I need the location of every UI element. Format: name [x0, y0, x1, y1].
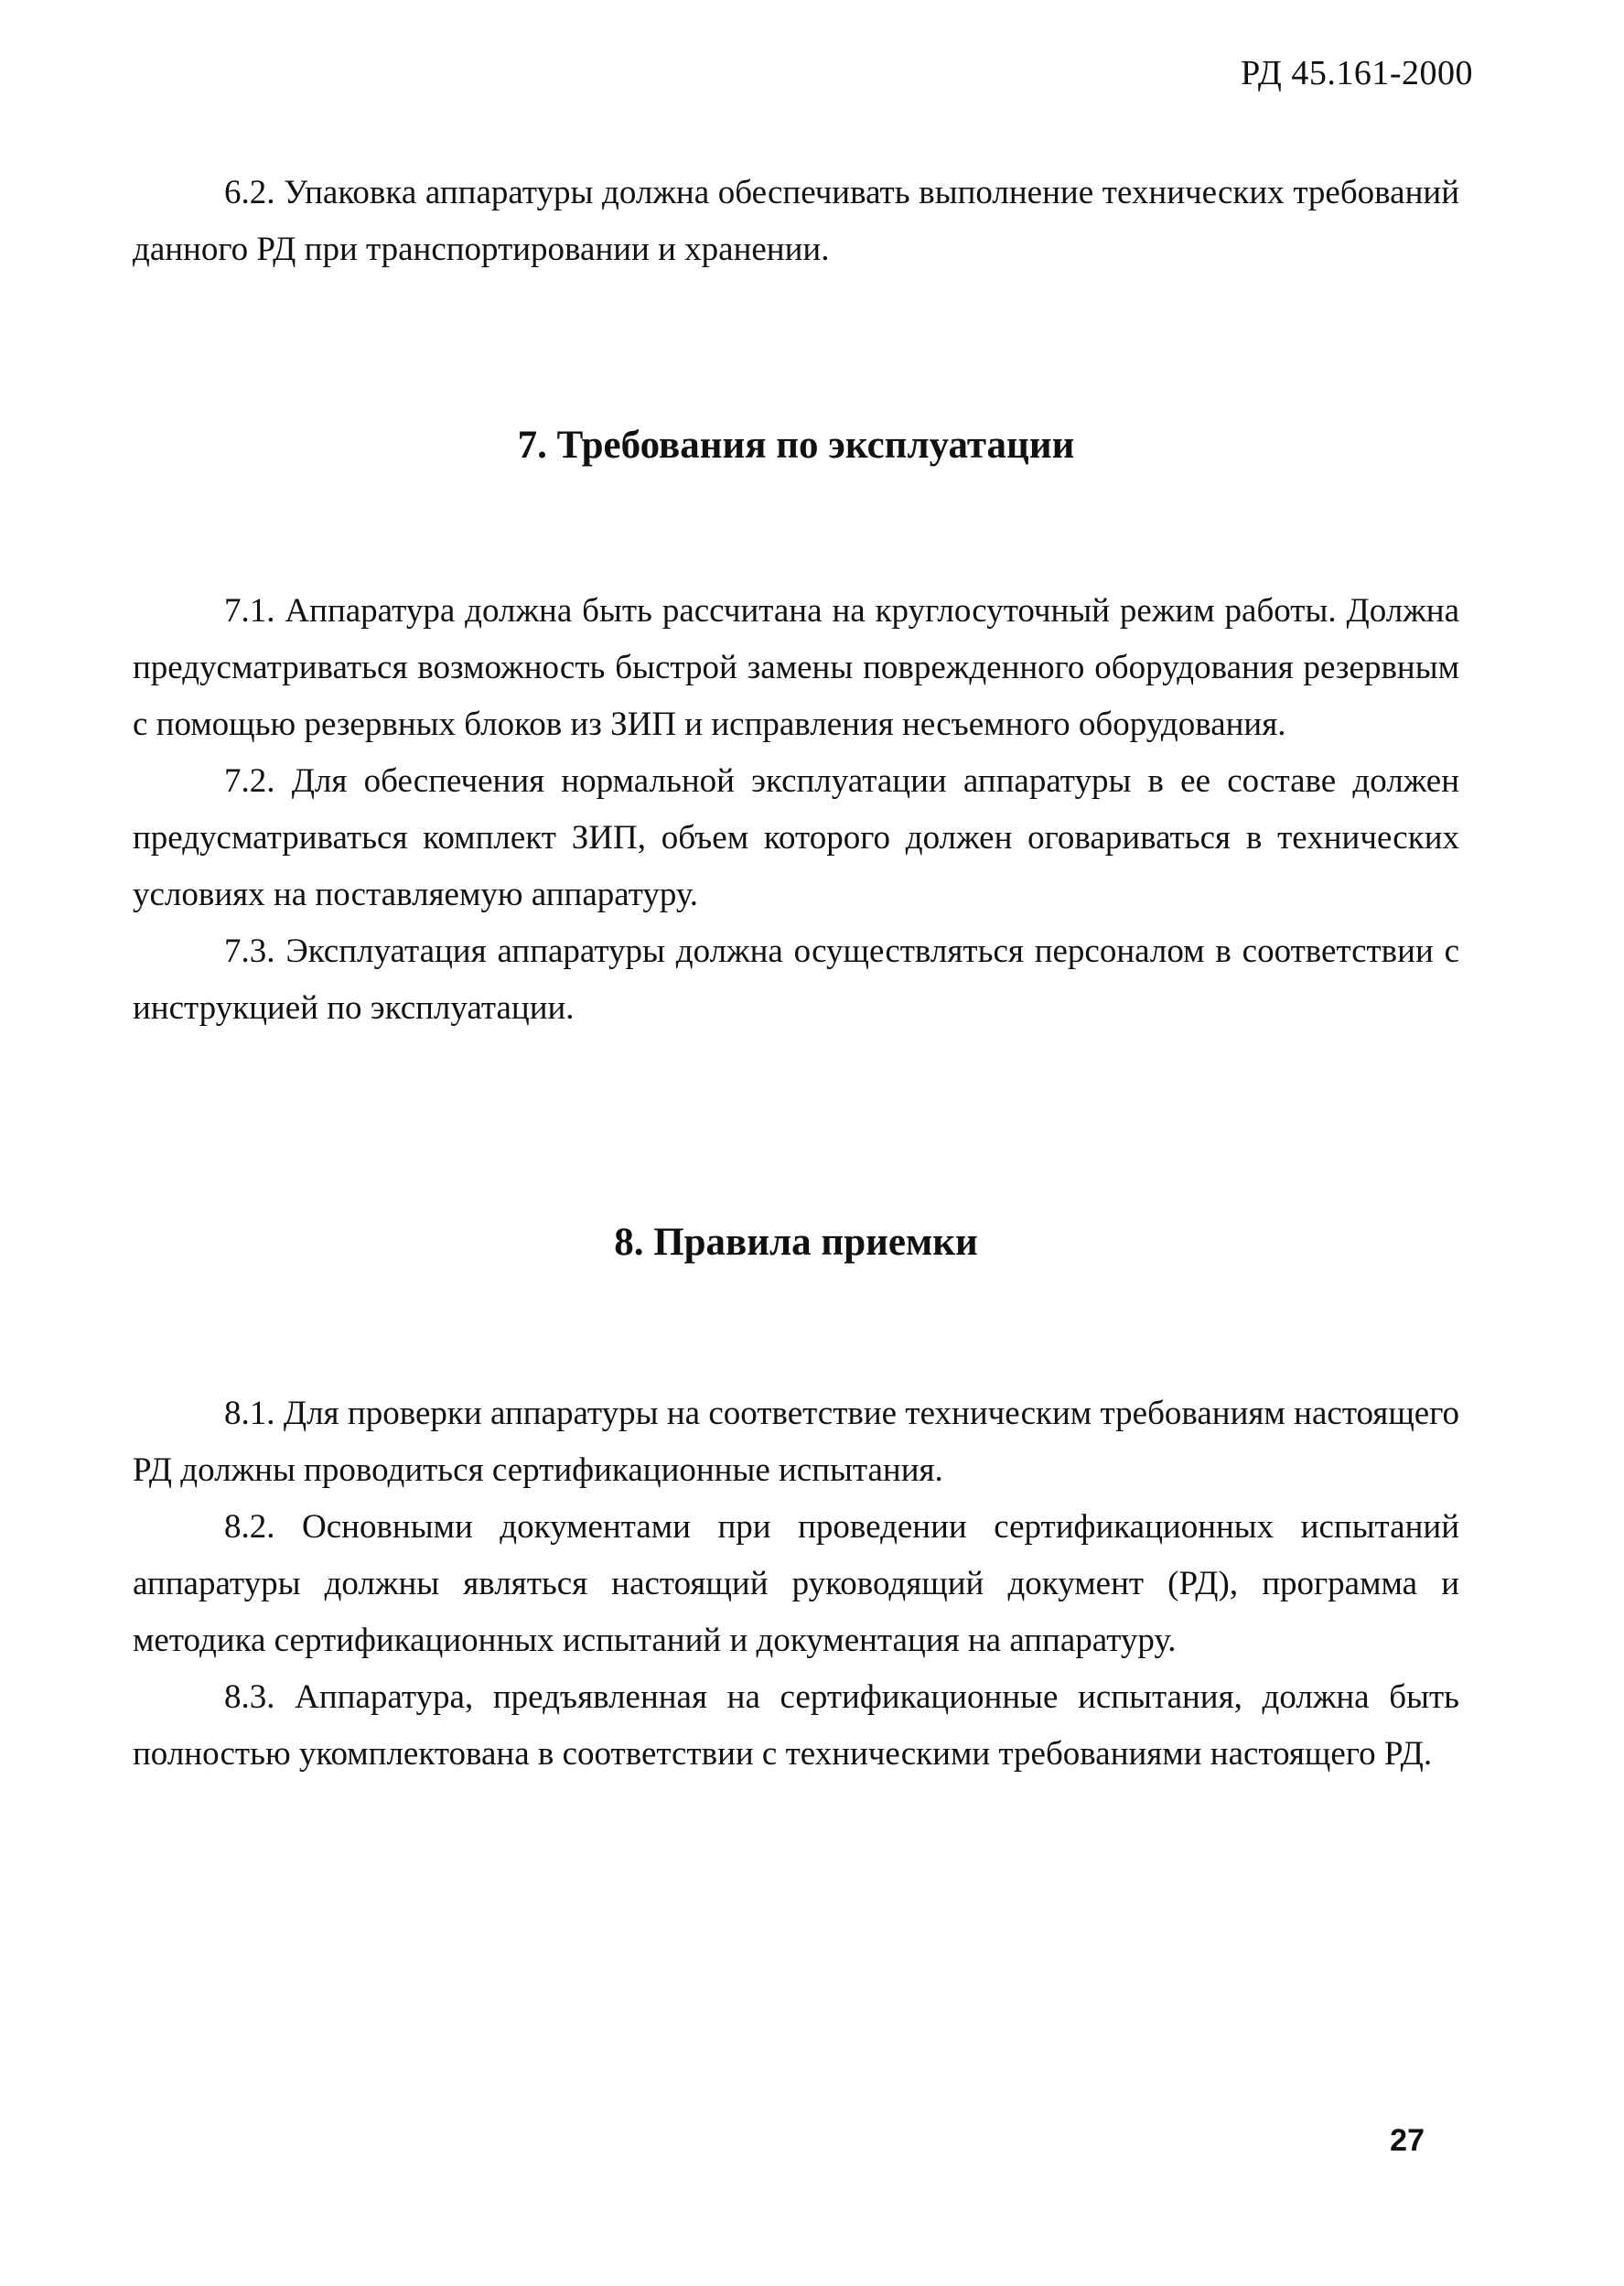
paragraph-7-2: 7.2. Для обеспечения нормальной эксплуатации аппаратуры в ее составе должен предусматриваться комплект ЗИП, объем которого должен оговариваться в технических условиях на поставляемую аппаратуру.: [133, 762, 1459, 913]
paragraph-8-3: 8.3. Аппаратура, предъявленная на сертификационные испытания, должна быть полностью укомплектована в соответствии с техническими требованиями настоящего РД.: [133, 1678, 1459, 1773]
paragraph-7-3: 7.3. Эксплуатация аппаратуры должна осуществляться персоналом в соответствии с инструкцией по эксплуатации.: [133, 933, 1459, 1027]
paragraph-6-2: 6.2. Упаковка аппаратуры должна обеспечивать выполнение технических требований данного РД при транспортировании и хранении.: [133, 174, 1459, 268]
page-body: [133, 165, 1459, 1783]
section-7-title: 7. Требования по эксплуатации: [517, 424, 1075, 467]
document-code: РД 45.161-2000: [1241, 54, 1473, 92]
section-8-title: 8. Правила приемки: [614, 1221, 978, 1264]
paragraph-8-1: 8.1. Для проверки аппаратуры на соответствие техническим требованиям настоящего РД должны проводиться сертификационные испытания.: [133, 1395, 1459, 1489]
paragraph-8-2: 8.2. Основными документами при проведении сертификационных испытаний аппаратуры должны являться настоящий руководящий документ (РД), программа и методика сертификационных испытаний и документация на аппаратуру.: [133, 1508, 1459, 1659]
page-number: 27: [1390, 2123, 1425, 2158]
paragraph-7-1: 7.1. Аппаратура должна быть рассчитана на круглосуточный режим работы. Должна предусматриваться возможность быстрой замены поврежденного оборудования резервным с помощью резервных блоков из ЗИП и исправления несъемного оборудования.: [133, 592, 1459, 743]
